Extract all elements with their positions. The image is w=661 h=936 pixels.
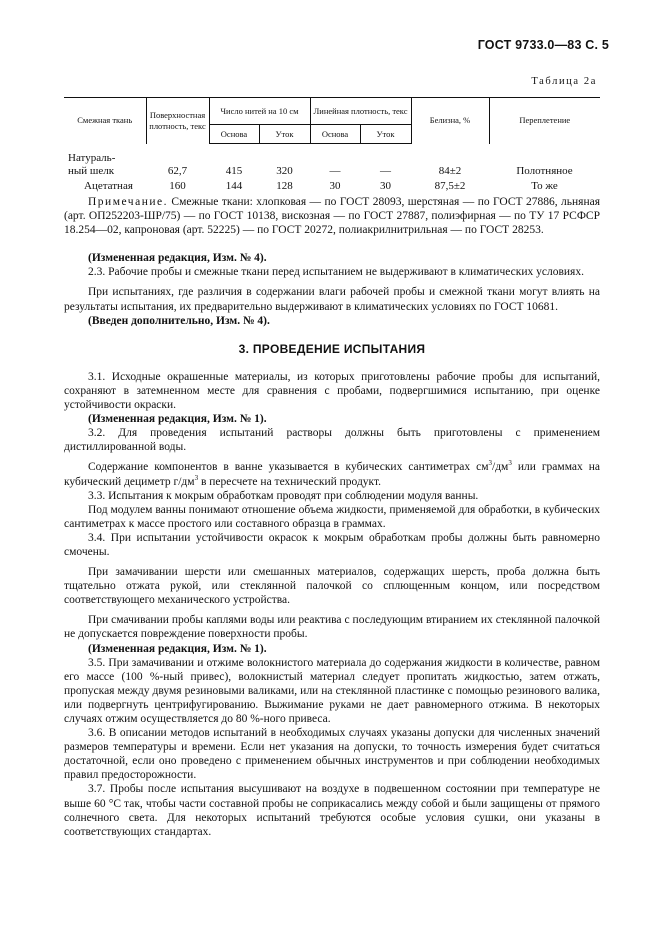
col-header-fabric: Смежная ткань (64, 98, 146, 144)
amendment-note: (Измененная редакция, Изм. № 1). (88, 642, 267, 655)
cell-linear-weft: — (380, 164, 392, 177)
note-body: Смежные ткани: хлопковая — по ГОСТ 28093, шерстяная — по ГОСТ 27886, льняная (арт. ОП252203-ШР/75) — по ГОСТ 10138, вискозная — по ГОСТ 27887, полиэфирная — по ТУ 17 РСФСР 18.254—02, капроновая (арт. 52225) — по ГОСТ 20272, полиакрилнитрильная — по ГОСТ 28253. (64, 196, 600, 237)
note-label: Примечание. (88, 196, 168, 208)
text-run: Содержание компонентов в ванне указывается в кубических сантиметрах см (88, 461, 489, 474)
document-body (64, 195, 600, 839)
cell-weave: То же (531, 179, 558, 192)
paragraph-3-1: 3.1. Исходные окрашенные материалы, из которых приготовлены рабочие пробы для испытаний, сохраняют в затемненном месте для сравнения с пробами, подвергшимися испытанию, при оценке устойчивости окраски. (64, 370, 600, 412)
amendment-note: (Измененная редакция, Изм. № 4). (88, 252, 267, 265)
paragraph-3-2-b (64, 460, 600, 488)
page-header: ГОСТ 9733.0—83 С. 5 (477, 38, 609, 52)
cell-fabric-name (64, 144, 146, 178)
paragraph-3-7: 3.7. Пробы после испытания высушивают на воздухе в подвешенном состоянии при температуре не выше 60 °С так, чтобы части составной пробы не соприкасались между собой и были защищены от прямого солнечного света. Для некоторых испытаний требуются особые условия сушки, они указаны в соответствующих стандартах. (64, 783, 600, 838)
col-header-thread-warp: Основа (209, 125, 259, 144)
paragraph-2-3-b: При испытаниях, где различия в содержании влаги рабочей пробы и смежной ткани могут влиять на результаты испытания, их предварительно выдерживают в климатических условиях по ГОСТ 10681. (64, 286, 600, 313)
col-header-surface-density: Поверхностная плотность, текс (146, 98, 209, 144)
cell-whiteness: 87,5±2 (434, 179, 466, 192)
paragraph-3-6: 3.6. В описании методов испытаний в необходимых случаях указаны допуски для численных значений размеров температуры и времени. Если нет указания на допуски, то точность измерения будет считаться достаточной, если оно проведено с применением обычных инструментов и при соблюдении необходимых правил предосторожности. (64, 727, 600, 782)
cell-linear-warp: — (329, 164, 341, 177)
text-run: или граммах на кубический дециметр г/дм (64, 461, 600, 488)
cell-fabric-name: Ацетатная (84, 179, 133, 192)
paragraph-3-3-b: Под модулем ванны понимают отношение объема жидкости, применяемой для обработки, в кубических сантиметрах к массе простого или составного образца в граммах. (64, 503, 600, 530)
cell-weave: Полотняное (516, 164, 573, 177)
section-heading: 3. ПРОВЕДЕНИЕ ИСПЫТАНИЯ (238, 341, 426, 356)
paragraph-3-4-c: При смачивании пробы каплями воды или реактива с последующим втиранием их стеклянной палочкой не допускается повреждение поверхности пробы. (64, 614, 600, 641)
col-header-linear-weft: Уток (360, 125, 411, 144)
paragraph-3-4: 3.4. При испытании устойчивости окрасок к мокрым обработкам пробы должны быть равномерно смочены. (64, 531, 600, 558)
table-note (64, 195, 600, 237)
col-header-linear-warp: Основа (310, 125, 360, 144)
cell-thread-weft: 128 (276, 179, 293, 192)
table-row (64, 144, 600, 178)
superscript: 3 (488, 459, 493, 468)
cell-linear-weft: 30 (380, 179, 392, 192)
cell-thread-weft: 320 (276, 164, 293, 177)
paragraph-3-2: 3.2. Для проведения испытаний растворы должны быть приготовлены с применением дистиллированной воды. (64, 427, 600, 454)
cell-thread-warp: 144 (225, 179, 243, 192)
col-header-whiteness: Белизна, % (411, 98, 489, 144)
cell-surface: 62,7 (167, 164, 188, 177)
paragraph-3-3: 3.3. Испытания к мокрым обработкам проводят при соблюдении модуля ванны. (88, 489, 479, 502)
col-header-threads: Число нитей на 10 см (209, 98, 310, 125)
cell-whiteness: 84±2 (438, 164, 462, 177)
table-caption: Таблица 2а (531, 76, 597, 87)
text-run: /дм (492, 461, 509, 474)
paragraph-3-5: 3.5. При замачивании и отжиме волокнистого материала до содержания жидкости в количестве, равном его массе (100 %-ный привес), волокнистый материал следует пропитать жидкостью, затем отжать, пропуская между двумя резиновыми валиками, или на стеклянной пластинке с помощью резинового валика, или подвергнуть центрифугированию. Выжимание руками не дает равномерного отжима. В некоторых случаях отжим осуществляется до 80 %-ного привеса. (64, 656, 600, 725)
fabric-name-line1: Натураль- (68, 151, 116, 164)
superscript: 3 (508, 459, 512, 468)
col-header-thread-weft: Уток (259, 125, 310, 144)
table-row (64, 178, 600, 193)
col-header-weave: Переплетение (489, 98, 600, 144)
text-run: в пересчете на технический продукт. (198, 475, 382, 488)
fabric-name-line2: ный шелк (68, 164, 115, 177)
cell-linear-warp: 30 (329, 179, 341, 192)
paragraph-3-4-b: При замачивании шерсти или смешанных материалов, содержащих шерсть, проба должна быть тщательно отжата рукой, или стеклянной палочкой со сплющенным концом, или посредством соответствующего механического устройства. (64, 566, 600, 607)
cell-thread-warp: 415 (225, 164, 243, 177)
paragraph-2-3: 2.3. Рабочие пробы и смежные ткани перед испытанием не выдерживают в климатических условиях. (88, 266, 584, 279)
superscript: 3 (194, 473, 199, 482)
cell-surface: 160 (169, 179, 186, 192)
amendment-note: (Измененная редакция, Изм. № 1). (88, 413, 267, 426)
amendment-note: (Введен дополнительно, Изм. № 4). (88, 314, 270, 327)
fabric-table (64, 97, 600, 193)
col-header-linear-density: Линейная плотность, текс (310, 98, 411, 125)
